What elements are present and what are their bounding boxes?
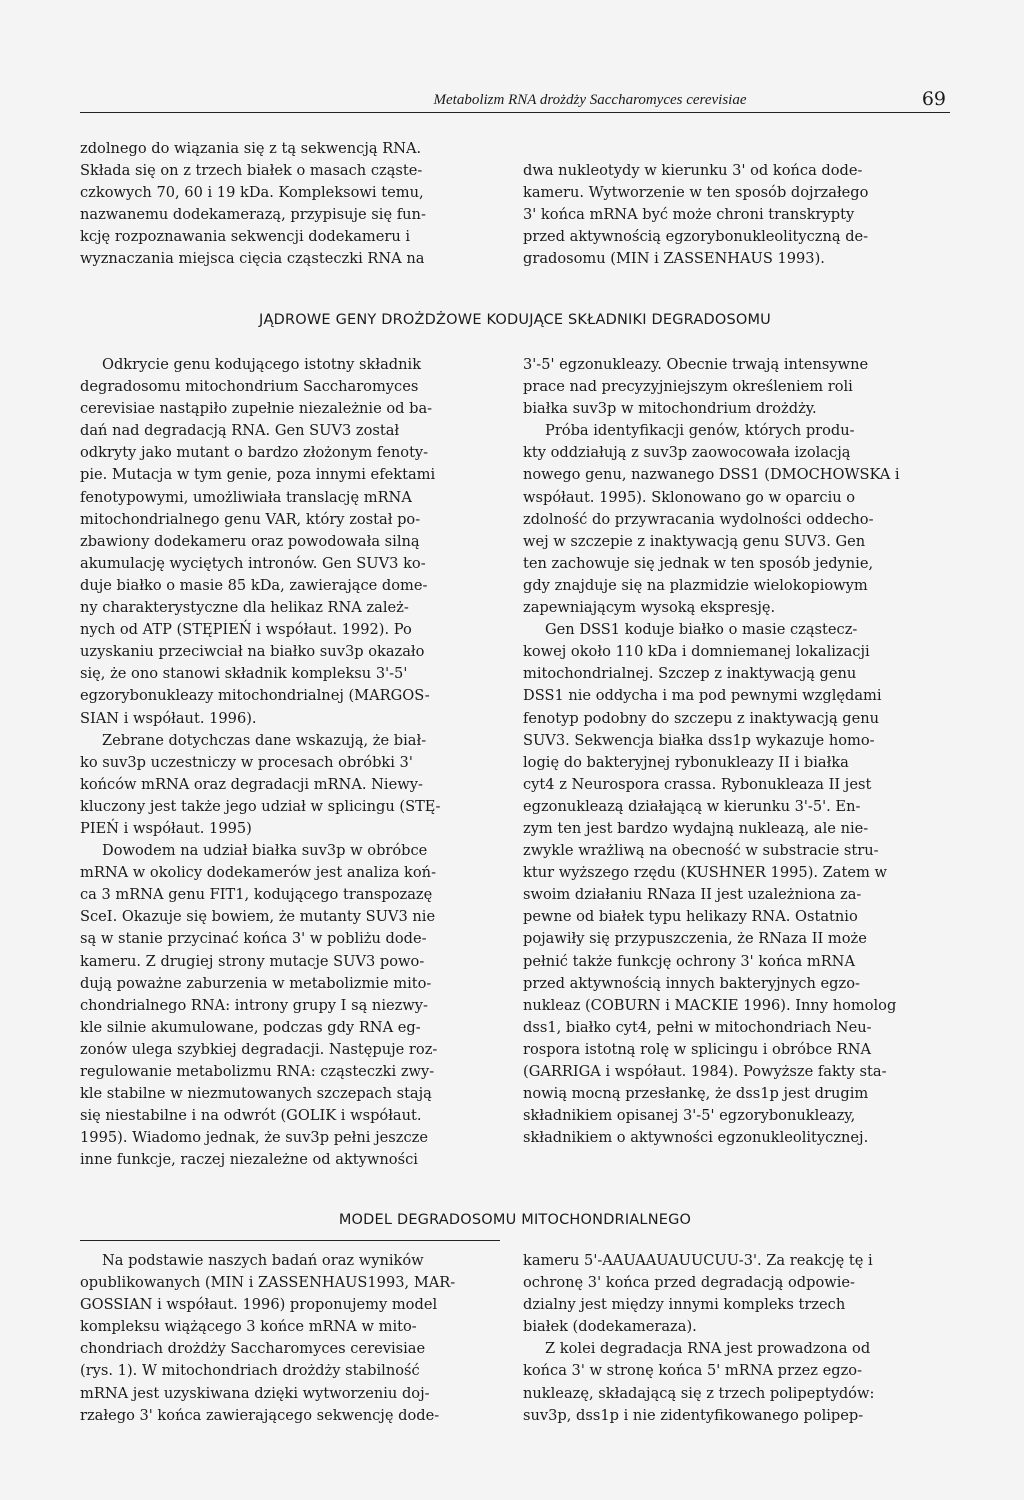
section1-left-column <box>80 354 500 1171</box>
section2-left-column <box>80 1250 500 1427</box>
section-rule <box>80 1240 500 1241</box>
section-heading-degradosome-model: MODEL DEGRADOSOMU MITOCHONDRIALNEGO <box>338 1212 692 1228</box>
section2-right-paragraph-2: Z kolei degradacja RNA jest prowadzona od końca 3' w stronę końca 5' mRNA przez egzo- nukleazę, składającą się z trzech polipeptydów: suv3p, dss1p i nie zidentyfikowanego polipep- <box>523 1340 875 1424</box>
running-header <box>80 88 950 114</box>
header-rule <box>80 112 950 113</box>
section2-right-paragraph-1: kameru 5'-AAUAAUAUUCUU-3'. Za reakcję tę i ochronę 3' końca przed degradacją odpowie- dzialny jest między innymi kompleks trzech białek (dodekameraza). <box>523 1252 873 1336</box>
page-number: 69 <box>921 88 946 110</box>
section1-left-paragraph-2: Zebrane dotychczas dane wskazują, że biał- ko suv3p uczestniczy w procesach obróbki 3' końców mRNA oraz degradacji mRNA. Niewy- kluczony jest także jego udział w splicingu (STĘ- PIEŃ i współaut. 1995) <box>80 731 441 837</box>
section-heading-nuclear-genes: JĄDROWE GENY DROŻDŻOWE KODUJĄCE SKŁADNIKI DEGRADOSOMU <box>259 312 771 328</box>
section2-right-column <box>523 1250 949 1427</box>
section2-left-paragraph-1: Na podstawie naszych badań oraz wyników opublikowanych (MIN i ZASSENHAUS1993, MAR- GOSSIAN i współaut. 1996) proponujemy model kompleksu wiążącego 3 końce mRNA w mito- chondriach drożdży Saccharomyces cerevisiae (rys. 1). W mitochondriach drożdży stabilność mRNA jest uzyskiwana dzięki wytworzeniu doj- rzałego 3' końca zawierającego sekwencję dode- <box>80 1252 456 1424</box>
section1-left-paragraph-1: Odkrycie genu kodującego istotny składnik degradosomu mitochondrium Saccharomyces cerevisiae nastąpiło zupełnie niezależnie od ba- dań nad degradacją RNA. Gen SUV3 został odkryty jako mutant o bardzo złożonym fenoty- pie. Mutacja w tym genie, poza innymi efektami fenotypowymi, umożliwiała translację mRNA mitochondrialnego genu VAR, który został po- zbawiony dodekameru oraz powodowała silną akumulację wyciętych intronów. Gen SUV3 ko- duje białko o masie 85 kDa, zawierające dome- ny charakterystyczne dla helikaz RNA zależ- nych od ATP (STĘPIEŃ i współaut. 1992). Po uzyskaniu przeciwciał na białko suv3p okazało się, że ono stanowi składnik kompleksu 3'-5' egzorybonukleazy mitochondrialnej (MARGOS- SIAN i współaut. 1996). <box>80 356 436 727</box>
intro-left-paragraph: zdolnego do wiązania się z tą sekwencją RNA. Składa się on z trzech białek o masach cząste- czkowych 70, 60 i 19 kDa. Kompleksowi temu, nazwanemu dodekamerazą, przypisuje się fun- kcję rozpoznawania sekwencji dodekameru i wyznaczania miejsca cięcia cząsteczki RNA na <box>80 140 426 268</box>
section1-left-paragraph-3: Dowodem na udział białka suv3p w obróbce mRNA w okolicy dodekamerów jest analiza koń- ca 3 mRNA genu FIT1, kodującego transpozazę SceI. Okazuje się bowiem, że mutanty SUV3 nie są w stanie przycinać końca 3' w pobliżu dode- kameru. Z drugiej strony mutacje SUV3 powo- dują poważne zaburzenia w metabolizmie mito- chondrialnego RNA: introny grupy I są niezwy- kle silnie akumulowane, podczas gdy RNA eg- zonów ulega szybkiej degradacji. Następuje roz- regulowanie metabolizmu RNA: cząsteczki zwy- kle stabilne w niezmutowanych szczepach stają się niestabilne i na odwrót (GOLIK i współaut. 1995). Wiadomo jednak, że suv3p pełni jeszcze inne funkcje, raczej niezależne od aktywności <box>80 842 438 1169</box>
running-title: Metabolizm RNA drożdży Saccharomyces cerevisiae <box>433 92 747 108</box>
section1-right-paragraph-1: 3'-5' egzonukleazy. Obecnie trwają intensywne prace nad precyzyjniejszym określeniem roli białka suv3p w mitochondrium drożdży. <box>523 356 869 418</box>
section1-right-paragraph-2: Próba identyfikacji genów, których produ- kty oddziałują z suv3p zaowocowała izolacją nowego genu, nazwanego DSS1 (DMOCHOWSKA i współaut. 1995). Sklonowano go w oparciu o zdolność do przywracania wydolności oddecho- wej w szczepie z inaktywacją genu SUV3. Gen ten zachowuje się jednak w ten sposób jedynie, gdy znajduje się na plazmidzie wielokopiowym zapewniającym wysoką ekspresję. <box>523 422 900 617</box>
intro-right-paragraph: dwa nukleotydy w kierunku 3' od końca dode- kameru. Wytworzenie w ten sposób dojrzałego 3' końca mRNA być może chroni transkrypty przed aktywnością egzorybonukleolityczną de- gradosomu (MIN i ZASSENHAUS 1993). <box>523 162 869 268</box>
intro-left-column <box>80 138 500 271</box>
section1-right-paragraph-3: Gen DSS1 koduje białko o masie cząstecz- kowej około 110 kDa i domniemanej lokalizacji mitochondrialnej. Szczep z inaktywacją genu DSS1 nie oddycha i ma pod pewnymi względami fenotyp podobny do szczepu z inaktywacją genu SUV3. Sekwencja białka dss1p wykazuje homo- logię do bakteryjnej rybonukleazy II i białka cyt4 z Neurospora crassa. Rybonukleaza II jest egzonukleazą działającą w kierunku 3'-5'. En- zym ten jest bardzo wydajną nukleazą, ale nie- zwykle wrażliwą na obecność w substracie stru- ktur wyższego rzędu (KUSHNER 1995). Zatem w swoim działaniu RNaza II jest uzależniona za- pewne od białek typu helikazy RNA. Ostatnio pojawiły się przypuszczenia, że RNaza II może pełnić także funkcję ochrony 3' końca mRNA przed aktywnością innych bakteryjnych egzo- nukleaz (COBURN i MACKIE 1996). Inny homolog dss1, białko cyt4, pełni w mitochondriach Neu- rospora istotną rolę w splicingu i obróbce RNA (GARRIGA i współaut. 1984). Powyższe fakty sta- nowią mocną przesłankę, że dss1p jest drugim składnikiem opisanej 3'-5' egzorybonukleazy, składnikiem o aktywności egzonukleolitycznej. <box>523 621 897 1147</box>
intro-right-column <box>523 160 949 270</box>
section1-right-column <box>523 354 949 1149</box>
